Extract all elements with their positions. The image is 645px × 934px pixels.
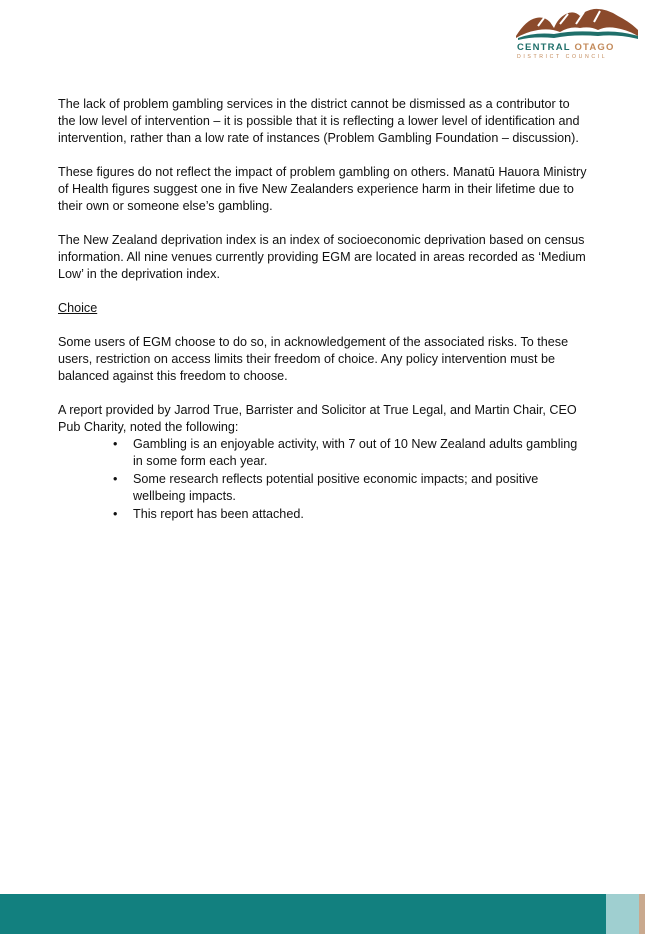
footer-teal-bar (0, 894, 606, 934)
logo-word-central: CENTRAL (517, 42, 571, 53)
mountains-logo-icon (514, 6, 640, 40)
paragraph-choice: Some users of EGM choose to do so, in acknowledgement of the associated risks. To these users, restriction on access limits their freedom of choice. Any policy intervention must be balanced against this freedom to choose. (58, 335, 569, 383)
bullet-icon: • (113, 472, 118, 486)
logo-wordmark (517, 43, 639, 53)
list-item-text: Gambling is an enjoyable activity, with 7 out of 10 New Zealand adults gambling in some form each year. (133, 437, 578, 468)
bullet-icon: • (113, 437, 118, 451)
central-otago-logo (514, 6, 640, 60)
footer-tan-block (639, 894, 645, 934)
list-item (113, 436, 588, 470)
list-item-text: This report has been attached. (133, 507, 304, 521)
heading-choice: Choice (58, 301, 98, 315)
logo-subtitle: DISTRICT COUNCIL (517, 54, 608, 60)
paragraph-report: A report provided by Jarrod True, Barrister and Solicitor at True Legal, and Martin Chair, CEO Pub Charity, noted the following: (58, 403, 577, 434)
document-body (58, 96, 588, 524)
footer-light-block (606, 894, 639, 934)
report-bullet-list (58, 436, 588, 523)
paragraph-harm-figures: These figures do not reflect the impact of problem gambling on others. Manatū Hauora Ministry of Health figures suggest one in five New Zealanders experience harm in their lifetime due to their own or someone else’s gambling. (58, 165, 587, 213)
list-item (113, 506, 588, 523)
logo-word-otago: OTAGO (574, 42, 615, 53)
bullet-icon: • (113, 507, 118, 521)
list-item-text: Some research reflects potential positive economic impacts; and positive wellbeing impacts. (133, 472, 539, 503)
paragraph-services: The lack of problem gambling services in the district cannot be dismissed as a contributor to the low level of intervention – it is possible that it is reflecting a lower level of identification and intervention, rather than a low rate of instances (Problem Gambling Foundation – discussion). (58, 97, 580, 145)
paragraph-deprivation-index: The New Zealand deprivation index is an index of socioeconomic deprivation based on census information. All nine venues currently providing EGM are located in areas recorded as ‘Medium Low’ in the deprivation index. (58, 233, 586, 281)
list-item (113, 471, 588, 505)
